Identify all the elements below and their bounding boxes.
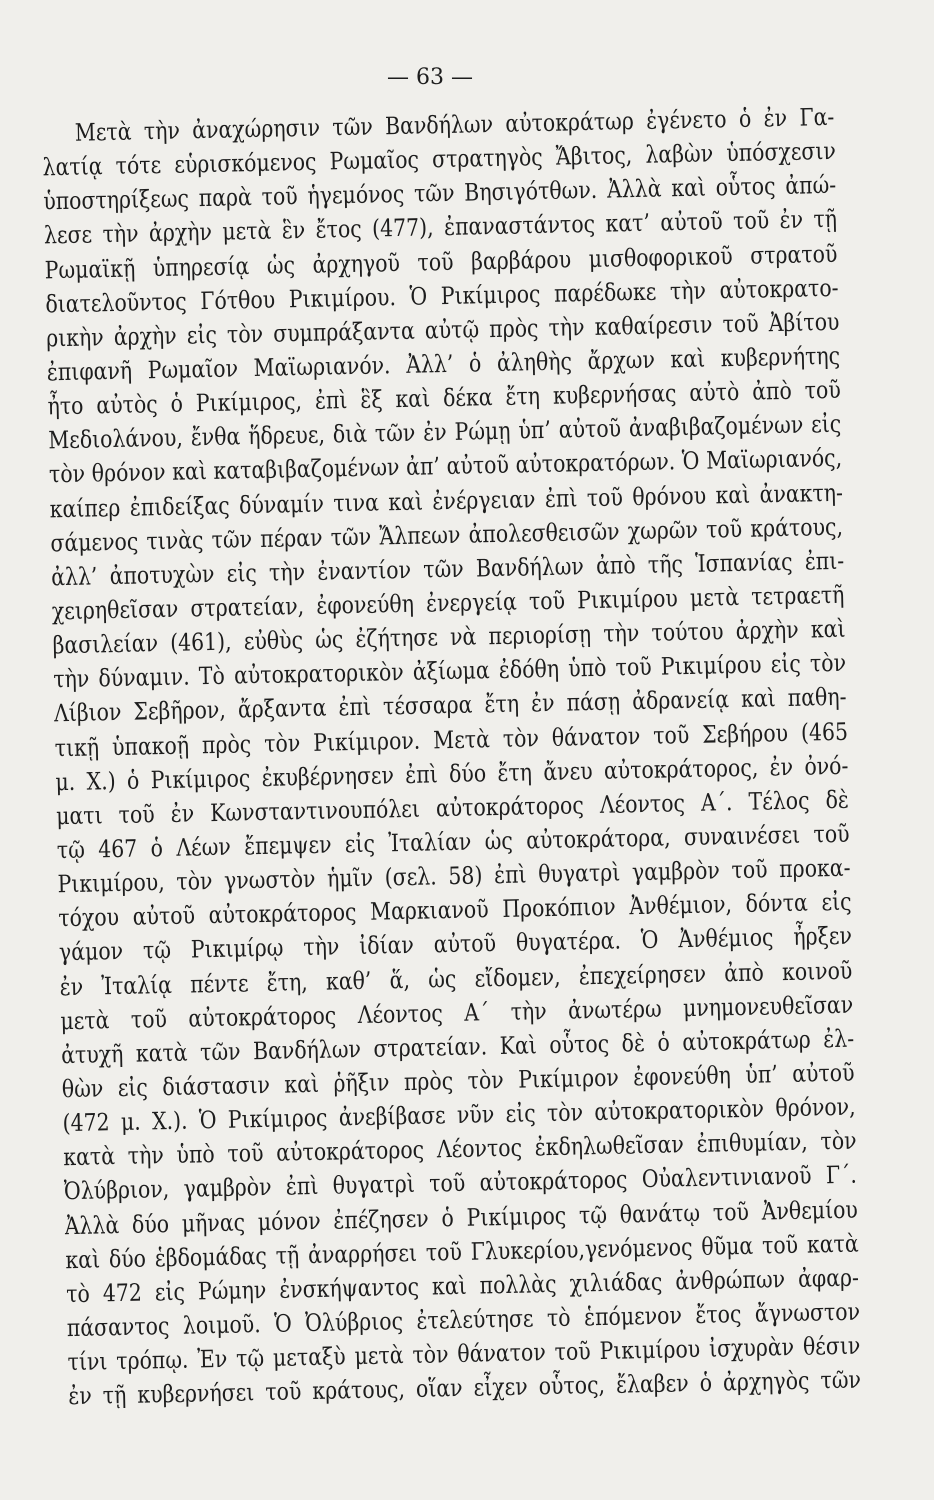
line-text: διατελοῦντος Γότθου Ρικιμίρου. Ὁ Ρικίμιρος παρέδωκε τὴν αὐτοκρατο- bbox=[45, 273, 839, 319]
line-text: τὸν θρόνον καὶ καταβιβαζομένων ἀπ’ αὐτοῦ αὐτοκρατόρων. Ὁ Μαϊωριανός, bbox=[48, 444, 843, 489]
line-text: θὼν εἰς διάστασιν καὶ ῥῆξιν πρὸς τὸν Ρικίμιρον ἐφονεύθη ὑπ’ αὐτοῦ bbox=[61, 1058, 855, 1104]
line-text: ἐν τῇ κυβερνήσει τοῦ κράτους, οἵαν εἶχεν οὗτος, ἔλαβεν ὁ ἀρχηγὸς τῶν bbox=[68, 1365, 862, 1411]
line-text: τίνι τρόπῳ. Ἐν τῷ μεταξὺ μετὰ τὸν θάνατον τοῦ Ρικιμίρου ἰσχυρὰν θέσιν bbox=[67, 1331, 861, 1377]
line-text: ὑποστηρίξεως παρὰ τοῦ ἡγεμόνος τῶν Βησιγότθων. Ἀλλὰ καὶ οὗτος ἀπώ- bbox=[42, 171, 837, 216]
line-text: χειρηθεῖσαν στρατείαν, ἐφονεύθη ἐνεργείᾳ τοῦ Ρικιμίρου μετὰ τετραετῆ bbox=[51, 580, 845, 626]
line-text: λατίᾳ τότε εὑρισκόμενος Ρωμαῖος στρατηγὸς Ἄβιτος, λαβὼν ὑπόσχεσιν bbox=[42, 136, 836, 182]
line-text: Ρωμαϊκῇ ὑπηρεσίᾳ ὡς ἀρχηγοῦ τοῦ βαρβάρου μισθοφορικοῦ στρατοῦ bbox=[44, 239, 838, 284]
line-text: πάσαντος λοιμοῦ. Ὁ Ὀλύβριος ἐτελεύτησε τὸ ἑπόμενον ἔτος ἄγνωστον bbox=[66, 1297, 861, 1343]
line-text: τὸ 472 εἰς Ρώμην ἐνσκήψαντος καὶ πολλὰς χιλιάδας ἀνθρώπων ἀφαρ- bbox=[65, 1263, 860, 1308]
line-text: ἐν Ἰταλίᾳ πέντε ἔτη, καθ’ ἅ, ὡς εἴδομεν, ἐπεχείρησεν ἀπὸ κοινοῦ bbox=[59, 956, 853, 1001]
line-text: καίπερ ἐπιδείξας δύναμίν τινα καὶ ἐνέργειαν ἐπὶ τοῦ θρόνου καὶ ἀνακτη- bbox=[49, 478, 843, 523]
line-text: ἐπιφανῆ Ρωμαῖον Μαϊωριανόν. Ἀλλ’ ὁ ἀληθὴς ἄρχων καὶ κυβερνήτης bbox=[46, 341, 841, 387]
line-text: ἦτο αὐτὸς ὁ Ρικίμιρος, ἐπὶ ἓξ καὶ δέκα ἔτη κυβερνήσας αὐτὸ ἀπὸ τοῦ bbox=[47, 375, 841, 421]
line-text: Λίβιον Σεβῆρον, ἄρξαντα ἐπὶ τέσσαρα ἔτη ἐν πάσῃ ἀδρανείᾳ καὶ παθη- bbox=[53, 683, 847, 728]
line-text: Ὀλύβριον, γαμβρὸν ἐπὶ θυγατρὶ τοῦ αὐτοκράτορος Οὐαλεντινιανοῦ Γ΄. bbox=[63, 1160, 858, 1206]
line-text: τῷ 467 ὁ Λέων ἔπεμψεν εἰς Ἰταλίαν ὡς αὐτοκράτορα, συναινέσει τοῦ bbox=[56, 819, 850, 865]
line-text: τὴν δύναμιν. Τὸ αὐτοκρατορικὸν ἀξίωμα ἐδόθη ὑπὸ τοῦ Ρικιμίρου εἰς τὸν bbox=[53, 648, 847, 694]
line-text: Μετὰ τὴν ἀναχώρησιν τῶν Βανδήλων αὐτοκράτωρ ἐγένετο ὁ ἐν Γα- bbox=[74, 102, 835, 147]
line-text: γάμον τῷ Ρικιμίρῳ τὴν ἰδίαν αὐτοῦ θυγατέρα. Ὁ Ἀνθέμιος ἦρξεν bbox=[58, 922, 853, 967]
line-text: Ἀλλὰ δύο μῆνας μόνον ἐπέζησεν ὁ Ρικίμιρος τῷ θανάτῳ τοῦ Ἀνθεμίου bbox=[64, 1195, 858, 1240]
line-text: ἀλλ’ ἀποτυχὼν εἰς τὴν ἐναντίον τῶν Βανδήλων ἀπὸ τῆς Ἱσπανίας ἐπι- bbox=[50, 546, 845, 592]
line-text: μετὰ τοῦ αὐτοκράτορος Λέοντος Α΄ τὴν ἀνωτέρω μνημονευθεῖσαν bbox=[60, 990, 854, 1035]
line-text: λεσε τὴν ἀρχὴν μετὰ ἓν ἔτος (477), ἐπαναστάντος κατ’ αὐτοῦ τοῦ ἐν τῇ bbox=[43, 205, 838, 250]
line-text: Μεδιολάνου, ἔνθα ἥδρευε, διὰ τῶν ἐν Ρώμῃ ὑπ’ αὐτοῦ ἀναβιβαζομένων εἰς bbox=[47, 410, 842, 455]
line-text: τόχου αὐτοῦ αὐτοκράτορος Μαρκιανοῦ Προκόπιον Ἀνθέμιον, δόντα εἰς bbox=[58, 887, 852, 933]
line-text: ματι τοῦ ἐν Κωνσταντινουπόλει αὐτοκράτορος Λέοντος Α΄. Τέλος δὲ bbox=[55, 785, 850, 831]
line-text: Ρικιμίρου, τὸν γνωστὸν ἡμῖν (σελ. 58) ἐπὶ θυγατρὶ γαμβρὸν τοῦ προκα- bbox=[57, 853, 851, 899]
line-text: ρικὴν ἀρχὴν εἰς τὸν συμπράξαντα αὐτῷ πρὸς τὴν καθαίρεσιν τοῦ Ἀβίτου bbox=[45, 307, 840, 353]
body-text bbox=[42, 100, 862, 1414]
line-text: (472 μ. Χ.). Ὁ Ρικίμιρος ἀνεβίβασε νῦν εἰς τὸν αὐτοκρατορικὸν θρόνον, bbox=[62, 1092, 856, 1138]
line-text: μ. Χ.) ὁ Ρικίμιρος ἐκυβέρνησεν ἐπὶ δύο ἔτη ἄνευ αὐτοκράτορος, ἐν ὀνό- bbox=[55, 751, 849, 796]
line-text: βασιλείαν (461), εὐθὺς ὡς ἐζήτησε νὰ περιορίσῃ τὴν τούτου ἀρχὴν καὶ bbox=[52, 614, 846, 660]
line-text: ἀτυχῆ κατὰ τῶν Βανδήλων στρατείαν. Καὶ οὗτος δὲ ὁ αὐτοκράτωρ ἐλ- bbox=[60, 1024, 855, 1070]
line-text: καὶ δύο ἑβδομάδας τῇ ἀναρρήσει τοῦ Γλυκερίου,γενόμενος θῦμα τοῦ κατὰ bbox=[65, 1229, 859, 1274]
line-text: κατὰ τὴν ὑπὸ τοῦ αὐτοκράτορος Λέοντος ἐκδηλωθεῖσαν ἐπιθυμίαν, τὸν bbox=[63, 1126, 857, 1172]
line-text: τικῇ ὑπακοῇ πρὸς τὸν Ρικίμιρον. Μετὰ τὸν θάνατον τοῦ Σεβήρου (465 bbox=[54, 717, 848, 762]
page-number: — 63 — bbox=[387, 65, 473, 90]
line-text: σάμενος τινὰς τῶν πέραν τῶν Ἄλπεων ἀπολεσθεισῶν χωρῶν τοῦ κράτους, bbox=[50, 512, 844, 558]
